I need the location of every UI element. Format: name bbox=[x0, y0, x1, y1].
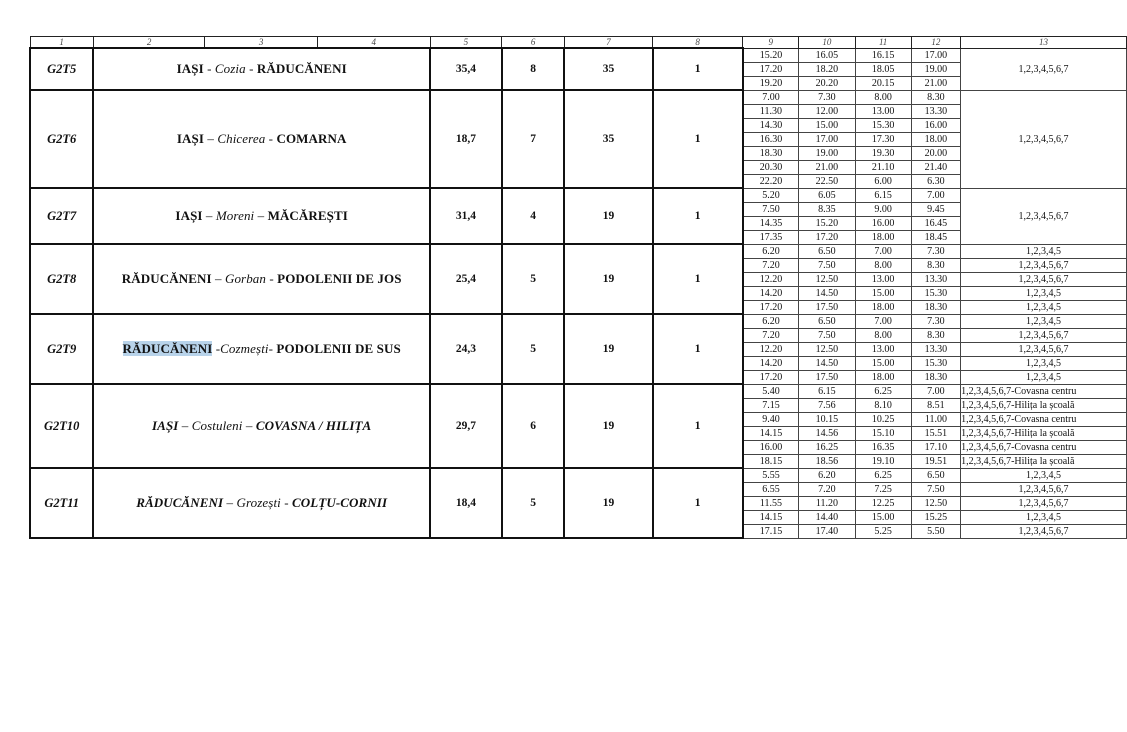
days-of-week: 1,2,3,4,5 bbox=[961, 286, 1127, 300]
column-header: 8 bbox=[653, 37, 743, 49]
days-of-week: 1,2,3,4,5,6,7-Covasna centru bbox=[961, 440, 1127, 454]
schedule-row bbox=[30, 188, 1127, 202]
route-code: G2T11 bbox=[30, 468, 93, 538]
time-cell: 19.00 bbox=[911, 62, 960, 76]
time-cell: 6.15 bbox=[799, 384, 855, 398]
route-destination: COLȚU-CORNII bbox=[292, 495, 388, 510]
time-cell: 19.10 bbox=[855, 454, 911, 468]
time-cell: 6.15 bbox=[855, 188, 911, 202]
route-code: G2T10 bbox=[30, 384, 93, 468]
time-cell: 7.00 bbox=[855, 314, 911, 328]
time-cell: 7.50 bbox=[799, 328, 855, 342]
time-cell: 15.00 bbox=[855, 510, 911, 524]
route-separator: - bbox=[280, 495, 293, 510]
time-cell: 6.25 bbox=[855, 468, 911, 482]
column-header: 1 bbox=[30, 37, 93, 49]
time-cell: 16.35 bbox=[855, 440, 911, 454]
route-code: G2T8 bbox=[30, 244, 93, 314]
days-of-week: 1,2,3,4,5 bbox=[961, 244, 1127, 258]
time-cell: 13.30 bbox=[911, 104, 960, 118]
time-cell: 18.30 bbox=[743, 146, 799, 160]
time-cell: 7.50 bbox=[799, 258, 855, 272]
time-cell: 11.30 bbox=[743, 104, 799, 118]
route-col-6: 7 bbox=[502, 90, 565, 188]
route-col-8: 1 bbox=[653, 384, 743, 468]
route-km: 25,4 bbox=[430, 244, 502, 314]
time-cell: 6.20 bbox=[743, 244, 799, 258]
time-cell: 16.00 bbox=[911, 118, 960, 132]
time-cell: 17.50 bbox=[799, 370, 855, 384]
time-cell: 19.00 bbox=[799, 146, 855, 160]
time-cell: 16.30 bbox=[743, 132, 799, 146]
route-km: 31,4 bbox=[430, 188, 502, 244]
time-cell: 16.05 bbox=[799, 48, 855, 62]
route-via: Grozești bbox=[236, 495, 281, 510]
time-cell: 8.51 bbox=[911, 398, 960, 412]
time-cell: 13.30 bbox=[911, 272, 960, 286]
route-origin: RĂDUCĂNENI bbox=[122, 341, 213, 356]
time-cell: 9.00 bbox=[855, 202, 911, 216]
route-km: 24,3 bbox=[430, 314, 502, 384]
route-separator: – bbox=[254, 208, 268, 223]
route-name bbox=[93, 48, 430, 90]
time-cell: 11.20 bbox=[799, 496, 855, 510]
column-header: 9 bbox=[743, 37, 799, 49]
time-cell: 12.00 bbox=[799, 104, 855, 118]
route-separator: - bbox=[203, 61, 215, 76]
days-of-week: 1,2,3,4,5,6,7-Covasna centru bbox=[961, 412, 1127, 426]
time-cell: 8.00 bbox=[855, 90, 911, 104]
route-origin: RĂDUCĂNENI bbox=[136, 495, 224, 510]
time-cell: 15.51 bbox=[911, 426, 960, 440]
days-of-week: 1,2,3,4,5 bbox=[961, 300, 1127, 314]
days-of-week: 1,2,3,4,5 bbox=[961, 370, 1127, 384]
time-cell: 6.20 bbox=[799, 468, 855, 482]
route-km: 35,4 bbox=[430, 48, 502, 90]
route-destination: PODOLENII DE JOS bbox=[277, 271, 402, 286]
time-cell: 20.30 bbox=[743, 160, 799, 174]
route-separator: – bbox=[242, 418, 256, 433]
time-cell: 17.35 bbox=[743, 230, 799, 244]
time-cell: 18.30 bbox=[911, 300, 960, 314]
days-of-week: 1,2,3,4,5,6,7 bbox=[961, 272, 1127, 286]
route-code: G2T9 bbox=[30, 314, 93, 384]
time-cell: 8.30 bbox=[911, 328, 960, 342]
time-cell: 14.15 bbox=[743, 426, 799, 440]
route-col-6: 5 bbox=[502, 314, 565, 384]
route-col-7: 19 bbox=[564, 384, 652, 468]
time-cell: 14.20 bbox=[743, 286, 799, 300]
time-cell: 14.20 bbox=[743, 356, 799, 370]
time-cell: 20.00 bbox=[911, 146, 960, 160]
schedule-row bbox=[30, 384, 1127, 398]
route-origin: IAȘI bbox=[176, 61, 204, 76]
days-of-week: 1,2,3,4,5,6,7-Hilița la școală bbox=[961, 454, 1127, 468]
time-cell: 14.56 bbox=[799, 426, 855, 440]
days-of-week: 1,2,3,4,5,6,7 bbox=[961, 524, 1127, 538]
route-via: Costuleni bbox=[191, 418, 243, 433]
route-code: G2T5 bbox=[30, 48, 93, 90]
time-cell: 21.40 bbox=[911, 160, 960, 174]
time-cell: 17.15 bbox=[743, 524, 799, 538]
time-cell: 16.45 bbox=[911, 216, 960, 230]
time-cell: 15.00 bbox=[855, 286, 911, 300]
column-header: 13 bbox=[961, 37, 1127, 49]
time-cell: 7.00 bbox=[911, 188, 960, 202]
time-cell: 14.15 bbox=[743, 510, 799, 524]
route-name bbox=[93, 468, 430, 538]
time-cell: 17.10 bbox=[911, 440, 960, 454]
time-cell: 7.25 bbox=[855, 482, 911, 496]
route-name bbox=[93, 90, 430, 188]
days-of-week: 1,2,3,4,5,6,7 bbox=[961, 48, 1127, 90]
time-cell: 7.30 bbox=[799, 90, 855, 104]
time-cell: 13.00 bbox=[855, 272, 911, 286]
time-cell: 18.15 bbox=[743, 454, 799, 468]
column-header: 3 bbox=[205, 37, 318, 49]
time-cell: 16.25 bbox=[799, 440, 855, 454]
time-cell: 6.25 bbox=[855, 384, 911, 398]
time-cell: 16.15 bbox=[855, 48, 911, 62]
time-cell: 7.00 bbox=[855, 244, 911, 258]
time-cell: 7.30 bbox=[911, 244, 960, 258]
days-of-week: 1,2,3,4,5,6,7 bbox=[961, 328, 1127, 342]
time-cell: 14.50 bbox=[799, 356, 855, 370]
route-col-6: 4 bbox=[502, 188, 565, 244]
days-of-week: 1,2,3,4,5,6,7-Hilița la școală bbox=[961, 398, 1127, 412]
time-cell: 5.20 bbox=[743, 188, 799, 202]
schedule-row bbox=[30, 90, 1127, 104]
time-cell: 9.40 bbox=[743, 412, 799, 426]
time-cell: 7.15 bbox=[743, 398, 799, 412]
days-of-week: 1,2,3,4,5,6,7-Hilița la școală bbox=[961, 426, 1127, 440]
time-cell: 15.20 bbox=[799, 216, 855, 230]
column-header: 4 bbox=[317, 37, 430, 49]
days-of-week: 1,2,3,4,5,6,7 bbox=[961, 258, 1127, 272]
time-cell: 16.00 bbox=[743, 440, 799, 454]
days-of-week: 1,2,3,4,5 bbox=[961, 314, 1127, 328]
time-cell: 5.25 bbox=[855, 524, 911, 538]
time-cell: 17.50 bbox=[799, 300, 855, 314]
time-cell: 14.35 bbox=[743, 216, 799, 230]
route-destination: COMARNA bbox=[276, 131, 347, 146]
days-of-week: 1,2,3,4,5,6,7 bbox=[961, 342, 1127, 356]
time-cell: 15.00 bbox=[799, 118, 855, 132]
time-cell: 7.56 bbox=[799, 398, 855, 412]
route-km: 18,7 bbox=[430, 90, 502, 188]
time-cell: 18.00 bbox=[855, 300, 911, 314]
route-name bbox=[93, 188, 430, 244]
time-cell: 11.55 bbox=[743, 496, 799, 510]
schedule-row bbox=[30, 48, 1127, 62]
time-cell: 10.25 bbox=[855, 412, 911, 426]
route-col-6: 6 bbox=[502, 384, 565, 468]
route-col-6: 8 bbox=[502, 48, 565, 90]
time-cell: 7.00 bbox=[743, 90, 799, 104]
time-cell: 15.00 bbox=[855, 356, 911, 370]
time-cell: 18.00 bbox=[855, 370, 911, 384]
time-cell: 5.55 bbox=[743, 468, 799, 482]
column-number-row bbox=[30, 37, 1127, 49]
days-of-week: 1,2,3,4,5,6,7 bbox=[961, 90, 1127, 188]
route-name bbox=[93, 314, 430, 384]
route-name bbox=[93, 244, 430, 314]
time-cell: 12.50 bbox=[911, 496, 960, 510]
time-cell: 17.20 bbox=[743, 370, 799, 384]
time-cell: 18.00 bbox=[911, 132, 960, 146]
time-cell: 17.00 bbox=[799, 132, 855, 146]
days-of-week: 1,2,3,4,5 bbox=[961, 510, 1127, 524]
time-cell: 6.05 bbox=[799, 188, 855, 202]
route-col-7: 35 bbox=[564, 48, 652, 90]
time-cell: 19.20 bbox=[743, 76, 799, 90]
route-col-8: 1 bbox=[653, 188, 743, 244]
time-cell: 18.56 bbox=[799, 454, 855, 468]
time-cell: 20.15 bbox=[855, 76, 911, 90]
route-separator: - bbox=[265, 131, 277, 146]
route-col-7: 19 bbox=[564, 468, 652, 538]
route-separator: – bbox=[204, 131, 218, 146]
route-col-8: 1 bbox=[653, 244, 743, 314]
time-cell: 7.30 bbox=[911, 314, 960, 328]
route-separator: - bbox=[245, 61, 257, 76]
route-km: 18,4 bbox=[430, 468, 502, 538]
route-via: Cozmești bbox=[220, 341, 269, 356]
time-cell: 17.20 bbox=[743, 300, 799, 314]
route-col-8: 1 bbox=[653, 468, 743, 538]
time-cell: 17.40 bbox=[799, 524, 855, 538]
time-cell: 17.30 bbox=[855, 132, 911, 146]
column-header: 7 bbox=[564, 37, 652, 49]
route-origin: RĂDUCĂNENI bbox=[121, 271, 212, 286]
time-cell: 7.00 bbox=[911, 384, 960, 398]
days-of-week: 1,2,3,4,5 bbox=[961, 356, 1127, 370]
time-cell: 14.50 bbox=[799, 286, 855, 300]
column-header: 12 bbox=[911, 37, 960, 49]
route-col-7: 35 bbox=[564, 90, 652, 188]
route-separator: - bbox=[268, 341, 277, 356]
route-col-7: 19 bbox=[564, 244, 652, 314]
time-cell: 6.50 bbox=[911, 468, 960, 482]
time-cell: 12.50 bbox=[799, 342, 855, 356]
time-cell: 17.20 bbox=[799, 230, 855, 244]
route-destination: MĂCĂREȘTI bbox=[267, 208, 348, 223]
time-cell: 15.10 bbox=[855, 426, 911, 440]
route-col-8: 1 bbox=[653, 314, 743, 384]
time-cell: 16.00 bbox=[855, 216, 911, 230]
time-cell: 7.20 bbox=[743, 258, 799, 272]
time-cell: 12.50 bbox=[799, 272, 855, 286]
time-cell: 6.50 bbox=[799, 244, 855, 258]
route-destination: PODOLENII DE SUS bbox=[276, 341, 401, 356]
time-cell: 5.40 bbox=[743, 384, 799, 398]
time-cell: 19.30 bbox=[855, 146, 911, 160]
route-separator: - bbox=[212, 341, 221, 356]
time-cell: 10.15 bbox=[799, 412, 855, 426]
time-cell: 12.25 bbox=[855, 496, 911, 510]
route-col-7: 19 bbox=[564, 314, 652, 384]
time-cell: 18.45 bbox=[911, 230, 960, 244]
schedule-row bbox=[30, 314, 1127, 328]
column-header: 10 bbox=[799, 37, 855, 49]
time-cell: 18.00 bbox=[855, 230, 911, 244]
route-via: Cozia bbox=[214, 61, 246, 76]
days-of-week: 1,2,3,4,5,6,7 bbox=[961, 188, 1127, 244]
route-code: G2T6 bbox=[30, 90, 93, 188]
route-separator: – bbox=[178, 418, 192, 433]
column-header: 11 bbox=[855, 37, 911, 49]
route-code: G2T7 bbox=[30, 188, 93, 244]
route-col-8: 1 bbox=[653, 90, 743, 188]
time-cell: 19.51 bbox=[911, 454, 960, 468]
time-cell: 15.30 bbox=[911, 286, 960, 300]
time-cell: 17.20 bbox=[743, 62, 799, 76]
time-cell: 13.00 bbox=[855, 342, 911, 356]
column-header: 2 bbox=[93, 37, 205, 49]
route-name bbox=[93, 384, 430, 468]
time-cell: 13.30 bbox=[911, 342, 960, 356]
time-cell: 21.10 bbox=[855, 160, 911, 174]
time-cell: 9.45 bbox=[911, 202, 960, 216]
time-cell: 14.40 bbox=[799, 510, 855, 524]
schedule-row bbox=[30, 468, 1127, 482]
route-destination: COVASNA / HILIȚA bbox=[255, 418, 372, 433]
days-of-week: 1,2,3,4,5 bbox=[961, 468, 1127, 482]
time-cell: 7.20 bbox=[799, 482, 855, 496]
time-cell: 7.20 bbox=[743, 328, 799, 342]
time-cell: 13.00 bbox=[855, 104, 911, 118]
time-cell: 8.30 bbox=[911, 258, 960, 272]
time-cell: 6.50 bbox=[799, 314, 855, 328]
time-cell: 8.00 bbox=[855, 258, 911, 272]
time-cell: 20.20 bbox=[799, 76, 855, 90]
route-separator: – bbox=[223, 495, 237, 510]
route-col-8: 1 bbox=[653, 48, 743, 90]
bus-schedule-table bbox=[29, 36, 1127, 539]
route-via: Gorban bbox=[224, 271, 267, 286]
time-cell: 21.00 bbox=[799, 160, 855, 174]
time-cell: 12.20 bbox=[743, 342, 799, 356]
route-via: Chicerea bbox=[217, 131, 266, 146]
time-cell: 8.35 bbox=[799, 202, 855, 216]
time-cell: 15.30 bbox=[855, 118, 911, 132]
time-cell: 11.00 bbox=[911, 412, 960, 426]
time-cell: 22.50 bbox=[799, 174, 855, 188]
days-of-week: 1,2,3,4,5,6,7-Covasna centru bbox=[961, 384, 1127, 398]
time-cell: 12.20 bbox=[743, 272, 799, 286]
time-cell: 8.00 bbox=[855, 328, 911, 342]
time-cell: 22.20 bbox=[743, 174, 799, 188]
time-cell: 5.50 bbox=[911, 524, 960, 538]
time-cell: 18.30 bbox=[911, 370, 960, 384]
time-cell: 8.10 bbox=[855, 398, 911, 412]
time-cell: 8.30 bbox=[911, 90, 960, 104]
time-cell: 18.05 bbox=[855, 62, 911, 76]
schedule-row bbox=[30, 244, 1127, 258]
route-col-7: 19 bbox=[564, 188, 652, 244]
route-separator: - bbox=[266, 271, 278, 286]
time-cell: 14.30 bbox=[743, 118, 799, 132]
column-header: 5 bbox=[430, 37, 502, 49]
time-cell: 17.00 bbox=[911, 48, 960, 62]
time-cell: 15.30 bbox=[911, 356, 960, 370]
time-cell: 15.25 bbox=[911, 510, 960, 524]
route-separator: – bbox=[211, 271, 225, 286]
days-of-week: 1,2,3,4,5,6,7 bbox=[961, 482, 1127, 496]
route-separator: – bbox=[202, 208, 216, 223]
time-cell: 6.30 bbox=[911, 174, 960, 188]
time-cell: 6.20 bbox=[743, 314, 799, 328]
route-origin: IAȘI bbox=[175, 208, 203, 223]
time-cell: 7.50 bbox=[911, 482, 960, 496]
time-cell: 21.00 bbox=[911, 76, 960, 90]
time-cell: 7.50 bbox=[743, 202, 799, 216]
route-origin: IAȘI bbox=[152, 418, 179, 433]
days-of-week: 1,2,3,4,5,6,7 bbox=[961, 496, 1127, 510]
route-col-6: 5 bbox=[502, 244, 565, 314]
route-km: 29,7 bbox=[430, 384, 502, 468]
time-cell: 18.20 bbox=[799, 62, 855, 76]
route-destination: RĂDUCĂNENI bbox=[256, 61, 347, 76]
time-cell: 15.20 bbox=[743, 48, 799, 62]
time-cell: 6.55 bbox=[743, 482, 799, 496]
route-via: Moreni bbox=[215, 208, 255, 223]
route-col-6: 5 bbox=[502, 468, 565, 538]
route-origin: IAȘI bbox=[176, 131, 205, 146]
time-cell: 6.00 bbox=[855, 174, 911, 188]
column-header: 6 bbox=[502, 37, 565, 49]
